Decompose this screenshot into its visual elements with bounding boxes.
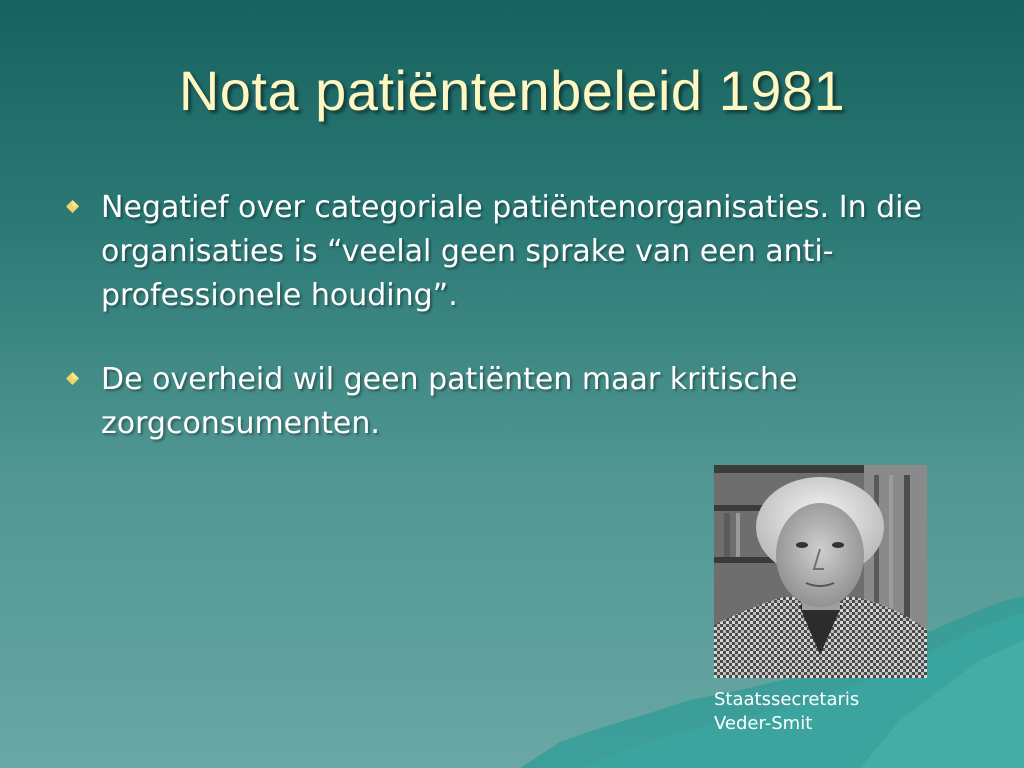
bullet-item	[64, 358, 984, 446]
caption-line-name: Veder-Smit	[714, 713, 813, 734]
bullet-item	[64, 186, 984, 318]
portrait-photo	[714, 465, 927, 678]
photo-caption	[714, 688, 859, 736]
diamond-bullet-icon	[66, 372, 79, 385]
slide-title: Nota patiëntenbeleid 1981	[178, 59, 846, 122]
caption-line-title: Staatssecretaris	[714, 689, 860, 710]
diamond-bullet-icon	[66, 200, 79, 213]
bullet-text: Negatief over categoriale patiëntenorganisaties. In die organisaties is “veelal geen sprake van een anti-professionele houding”.	[101, 190, 922, 313]
bullet-text: De overheid wil geen patiënten maar kritische zorgconsumenten.	[101, 362, 798, 441]
bullet-list	[64, 186, 984, 486]
